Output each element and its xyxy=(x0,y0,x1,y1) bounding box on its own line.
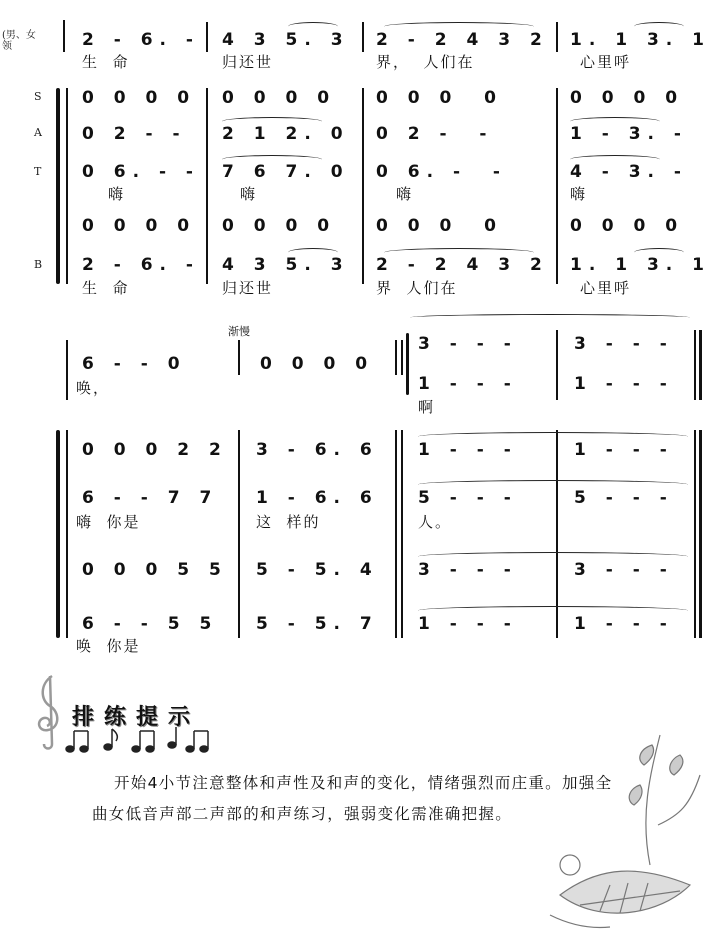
lead2-lower-measure-3: 1 - - - xyxy=(418,374,518,394)
slur xyxy=(384,248,534,257)
barline xyxy=(401,430,403,638)
lead2-lower-measure-4: 1 - - - xyxy=(574,374,674,394)
slur xyxy=(418,606,688,615)
lyric-lead2-1: 唤， xyxy=(76,379,111,397)
s-measure-2: 0 0 0 0 xyxy=(222,88,337,108)
slur xyxy=(570,117,660,126)
rehearsal-hint-title: 排练提示 xyxy=(72,705,201,730)
plant-decoration-icon xyxy=(540,715,714,931)
a2-measure-1: 6 - - 7 7 xyxy=(82,488,219,508)
slur xyxy=(634,248,684,257)
s2-measure-4: 1 - - - xyxy=(574,440,674,460)
lead-measure-3: 2 - 2 4 3 2 xyxy=(376,30,549,50)
lyric-b-2: 归还世 xyxy=(222,279,274,297)
tempo-marking: 渐慢 xyxy=(228,325,250,338)
part-label-t: T xyxy=(34,165,42,178)
part-label-a: A xyxy=(34,126,42,139)
s-measure-3: 0 0 0 0 xyxy=(376,88,503,108)
lyric-lead2-3: 啊 xyxy=(418,398,436,416)
slur xyxy=(384,22,534,31)
system-brace xyxy=(56,430,60,638)
part-label-s: S xyxy=(34,90,42,103)
barline xyxy=(238,340,240,375)
slur xyxy=(634,22,684,31)
barline xyxy=(556,88,558,284)
slur xyxy=(570,155,660,164)
slur xyxy=(222,117,322,126)
slur xyxy=(418,552,688,561)
barline xyxy=(362,88,364,284)
lyric-t-4: 嗨 xyxy=(570,185,588,203)
slur xyxy=(410,314,690,321)
barline xyxy=(694,330,696,400)
b2-measure-2: 5 - 5. 7 xyxy=(256,614,379,634)
lyric-a2-1: 嗨 你是 xyxy=(76,513,141,531)
barline xyxy=(206,22,208,52)
lyric-lead-4: 心里呼 xyxy=(580,53,632,71)
s2-measure-2: 3 - 6. 6 xyxy=(256,440,379,460)
slur xyxy=(288,248,338,257)
a-measure-2: 2 1 2. 0 xyxy=(222,124,350,144)
barline xyxy=(699,430,702,638)
t-measure-2: 7 6 7. 0 xyxy=(222,162,350,182)
lead-measure-1: 2 - 6. - xyxy=(82,30,200,50)
barline xyxy=(699,330,702,400)
barline xyxy=(395,430,397,638)
barline xyxy=(556,330,558,400)
barline xyxy=(206,88,208,284)
lead-measure-4: 1. 1 3. 1 xyxy=(570,30,711,50)
a-measure-4: 1 - 3. - xyxy=(570,124,688,144)
t2-measure-2: 5 - 5. 4 xyxy=(256,560,379,580)
lead2-measure-1: 6 - - 0 xyxy=(82,354,187,374)
t2-measure-3: 3 - - - xyxy=(418,560,518,580)
t2-measure-1: 0 0 0 5 5 xyxy=(82,560,228,580)
b2-measure-3: 1 - - - xyxy=(418,614,518,634)
barline xyxy=(66,430,68,638)
barline xyxy=(63,20,65,52)
s-measure-1: 0 0 0 0 xyxy=(82,88,197,108)
a2-measure-2: 1 - 6. 6 xyxy=(256,488,379,508)
a-measure-1: 0 2 - - xyxy=(82,124,187,144)
rehearsal-hint-body: 开始4小节注意整体和声性及和声的变化，情绪强烈而庄重。加强全曲女低音声部二声部的和声练习，强弱变化需准确把握。 xyxy=(92,774,613,823)
lyric-lead-3: 界， 人们在 xyxy=(376,53,475,71)
barline xyxy=(66,340,68,400)
lead2-measure-3: 3 - - - xyxy=(418,334,518,354)
b-measure-4: 1. 1 3. 1 xyxy=(570,255,711,275)
t-measure-4: 4 - 3. - xyxy=(570,162,688,182)
s2-measure-3: 1 - - - xyxy=(418,440,518,460)
barline xyxy=(694,430,696,638)
part-label-b: B xyxy=(34,258,43,271)
lyric-b-3: 界 人们在 xyxy=(376,279,458,297)
music-notes-icon xyxy=(64,725,214,755)
lyric-a2-3: 人。 xyxy=(418,513,453,531)
s-measure-4: 0 0 0 0 xyxy=(570,88,685,108)
b1-measure-1: 0 0 0 0 xyxy=(82,216,197,236)
barline xyxy=(362,22,364,52)
system-brace xyxy=(56,88,60,284)
b2-measure-1: 6 - - 5 5 xyxy=(82,614,219,634)
slur xyxy=(288,22,338,31)
lyric-b-1: 生 命 xyxy=(82,279,130,297)
t2-measure-4: 3 - - - xyxy=(574,560,674,580)
barline xyxy=(66,88,68,284)
lyric-lead-1: 生 命 xyxy=(82,53,130,71)
system-brace xyxy=(406,333,409,395)
slur xyxy=(418,432,688,441)
a-measure-3: 0 2 - - xyxy=(376,124,494,144)
b-measure-1: 2 - 6. - xyxy=(82,255,200,275)
t-measure-1: 0 6. - - xyxy=(82,162,200,182)
lyric-b-4: 心里呼 xyxy=(580,279,632,297)
b-measure-3: 2 - 2 4 3 2 xyxy=(376,255,549,275)
barline xyxy=(556,22,558,52)
b-measure-2: 4 3 5. 3 xyxy=(222,255,350,275)
lyric-lead-2: 归还世 xyxy=(222,53,274,71)
barline xyxy=(395,340,397,375)
s2-measure-1: 0 0 0 2 2 xyxy=(82,440,228,460)
lyric-t-3: 嗨 xyxy=(396,185,414,203)
slur xyxy=(222,155,322,164)
a2-measure-3: 5 - - - xyxy=(418,488,518,508)
lead2-measure-2: 0 0 0 0 xyxy=(260,354,375,374)
lyric-t-2: 嗨 xyxy=(240,185,258,203)
slur xyxy=(418,480,688,489)
lyric-t-1: 嗨 xyxy=(108,185,126,203)
a2-measure-4: 5 - - - xyxy=(574,488,674,508)
lead2-measure-4: 3 - - - xyxy=(574,334,674,354)
lyric-b2-1: 唤 你是 xyxy=(76,637,141,655)
t-measure-3: 0 6. - - xyxy=(376,162,507,182)
barline xyxy=(401,340,403,375)
part-label-lead: (男、女 领 xyxy=(2,30,36,52)
lead-measure-2: 4 3 5. 3 xyxy=(222,30,350,50)
b1-measure-3: 0 0 0 0 xyxy=(376,216,503,236)
b2-measure-4: 1 - - - xyxy=(574,614,674,634)
lyric-a2-2: 这 样的 xyxy=(256,513,321,531)
barline xyxy=(238,430,240,638)
b1-measure-4: 0 0 0 0 xyxy=(570,216,685,236)
b1-measure-2: 0 0 0 0 xyxy=(222,216,337,236)
